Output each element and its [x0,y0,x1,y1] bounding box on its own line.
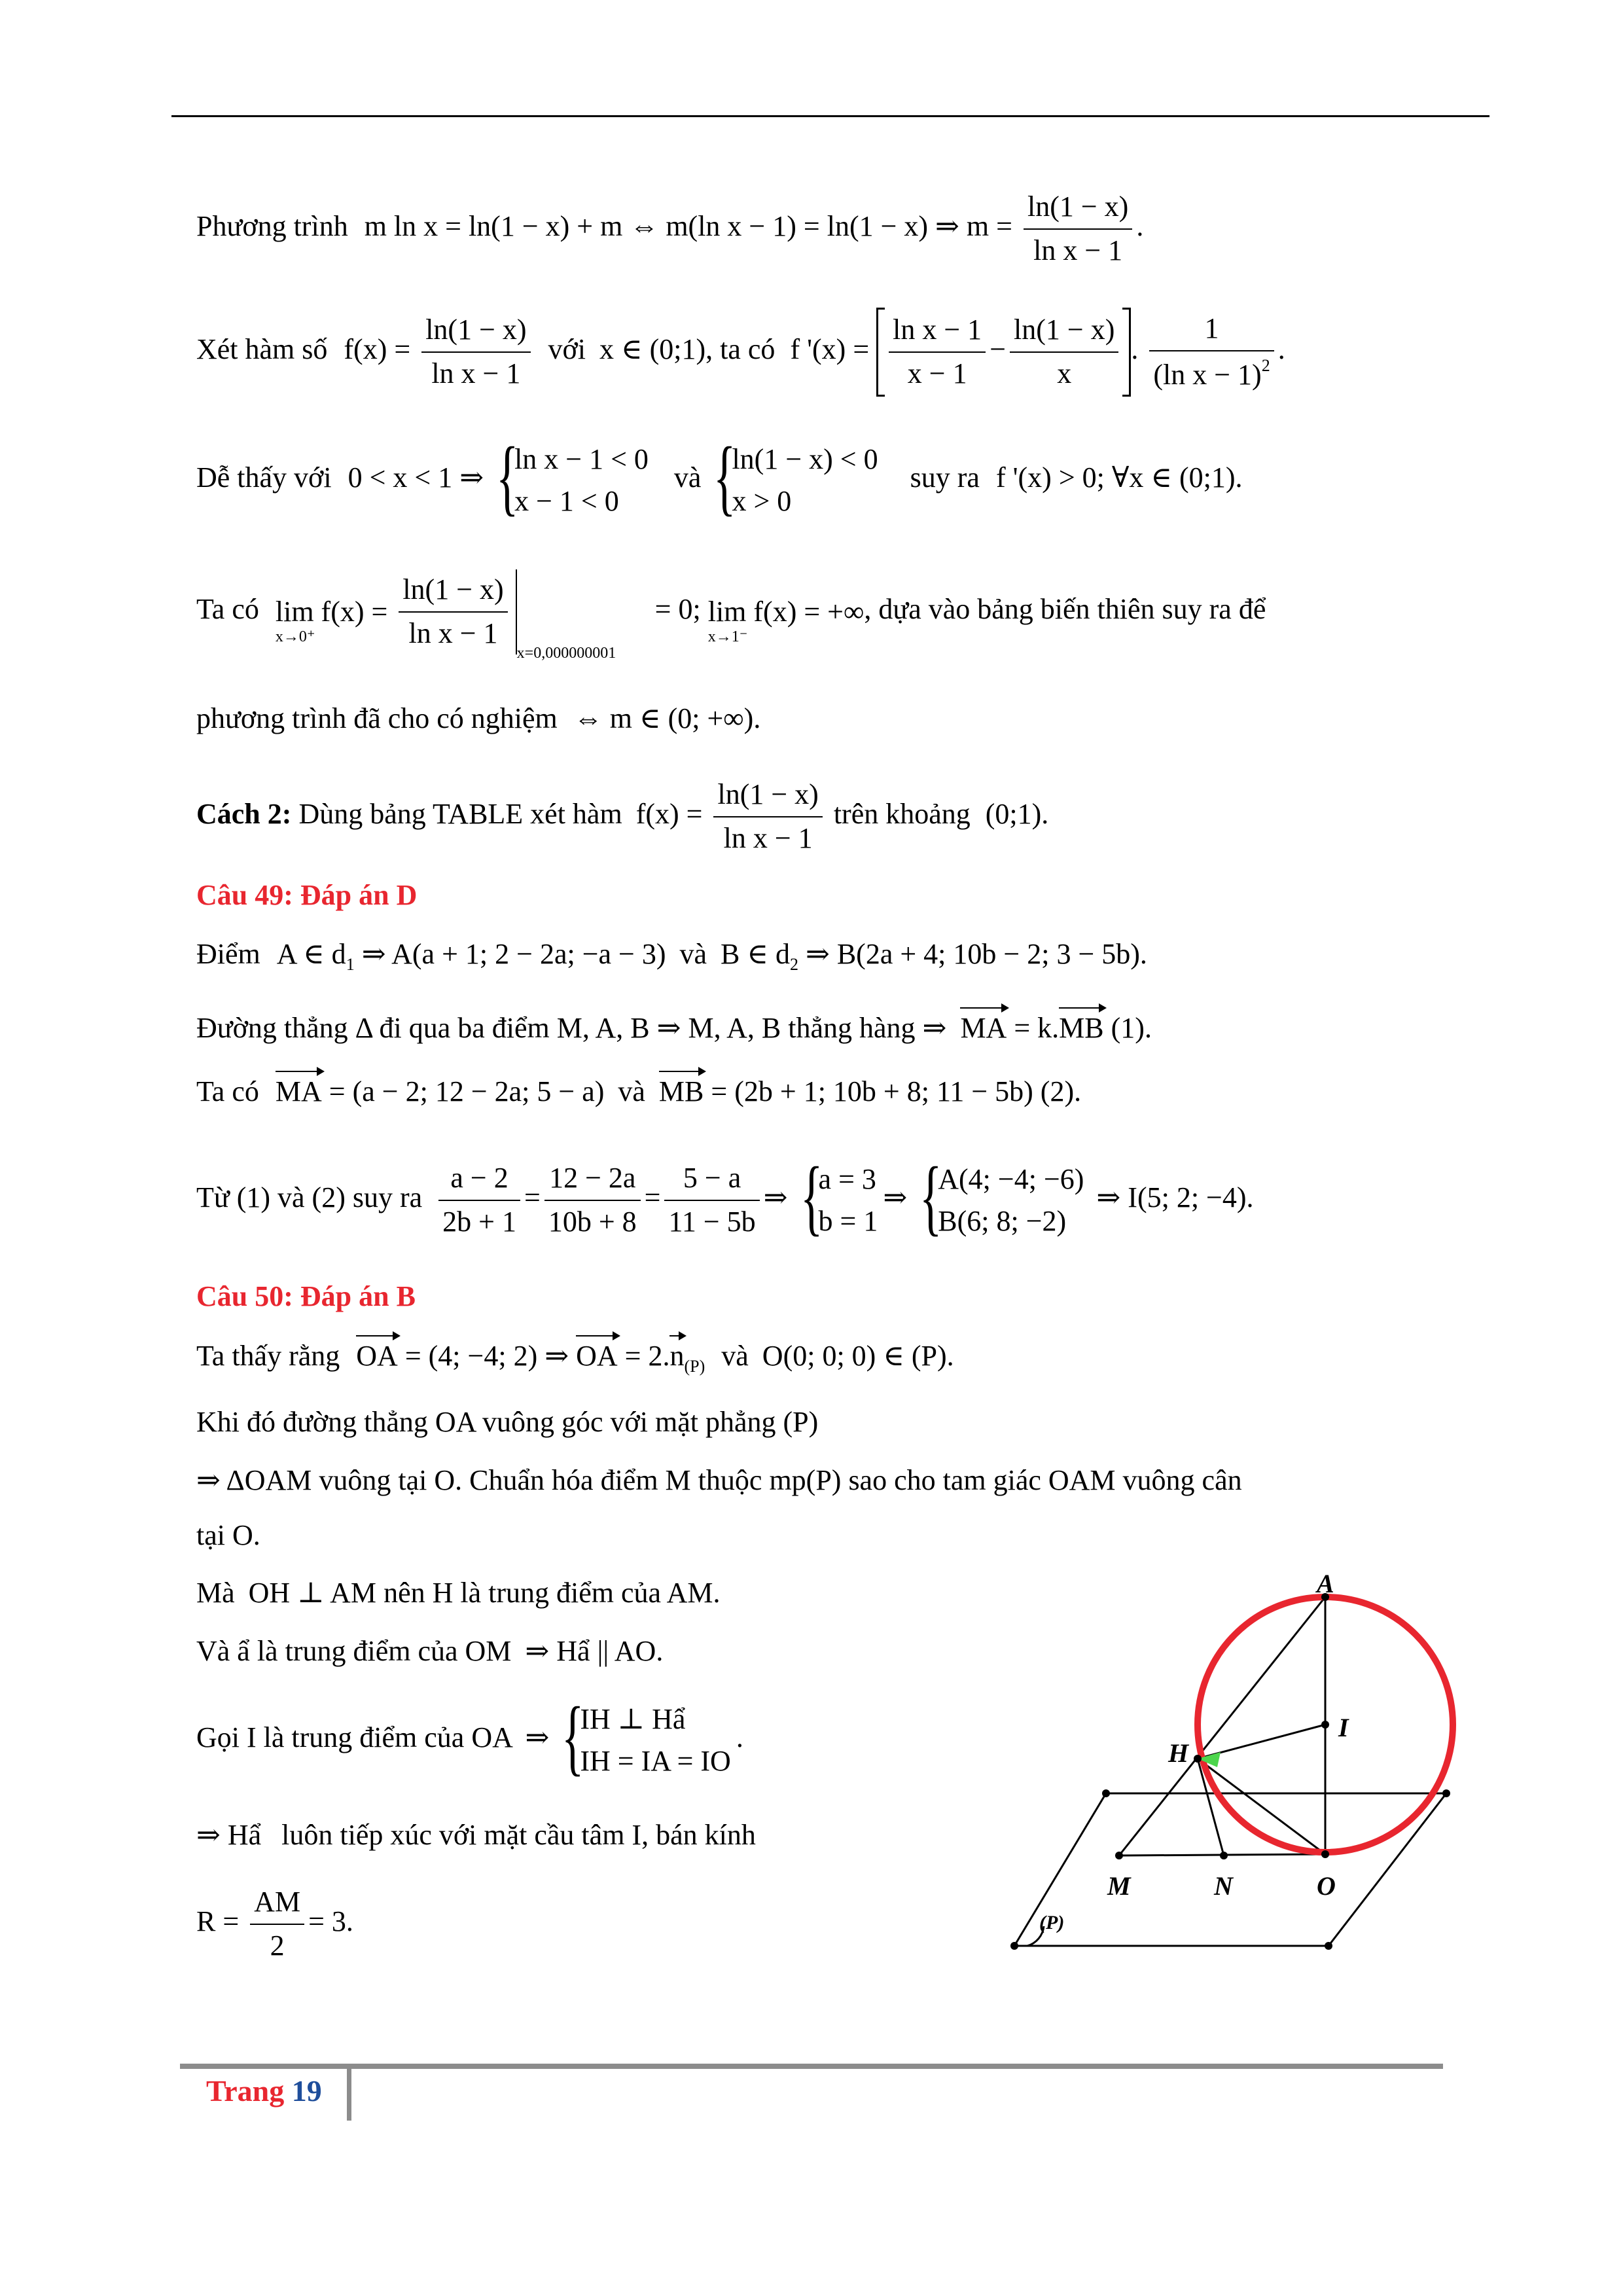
punct: . [946,1340,954,1372]
left-bracket [876,308,885,397]
system-ab [800,1150,878,1244]
label-o: O [1317,1871,1336,1901]
math-expr: lim f(x) = +∞ [707,595,865,628]
numerator: ln(1 − x) [1010,313,1118,353]
punct: . [346,1905,353,1937]
punct: . [1041,797,1049,830]
math-expr: 0 < x < 1 ⇒ [348,461,484,493]
text: nên H là trung điểm của AM. [376,1577,721,1609]
right-bracket [1122,308,1131,397]
brace: { [800,1150,823,1244]
point-m [1115,1852,1123,1859]
plane-vertex [1442,1789,1450,1797]
system-row: ln(1 − x) < 0 [732,443,878,475]
subscript: 2 [789,955,798,974]
radius-line [196,1885,353,1964]
text: Đường thẳng Δ đi qua ba điểm M, A, B ⇒ M, A, B thẳng hàng ⇒ [196,1012,947,1044]
operator: = [644,1181,661,1213]
punct: . [656,1635,664,1667]
numerator: ln x − 1 [889,313,986,353]
system-row: IH = IA = IO [580,1744,731,1777]
plane-p [1014,1793,1446,1946]
denominator: 10b + 8 [548,1205,637,1238]
system-points [919,1150,1084,1244]
denominator [1149,351,1274,393]
numerator: ln(1 − x) [1024,190,1132,230]
text: Từ (1) và (2) suy ra [196,1181,423,1213]
math-expr: x ∈ (0;1) [599,333,706,366]
punct: . [736,1721,743,1753]
operator: − [990,333,1007,366]
evaluation-subscript: x=0,000000001 [516,645,616,662]
math-expr: O(0; 0; 0) ∈ (P) [762,1340,947,1372]
punct: . [1277,333,1285,366]
header-rule [171,115,1489,117]
fraction [889,313,986,391]
operator: ⇒ [525,1721,550,1753]
point-n [1220,1852,1228,1859]
text: Gọi I là trung điểm của OA [196,1721,512,1753]
punct: . [753,702,761,734]
plane-vertex [1102,1789,1110,1797]
numerator: ln(1 − x) [421,313,530,353]
system-row: b = 1 [818,1204,878,1237]
math-expr: (0;1) [985,797,1042,830]
denominator: 2b + 1 [442,1205,516,1238]
text: (2). [1033,1075,1082,1107]
geometry-figure [995,1568,1466,1960]
vector-ma: MA [960,1011,1007,1046]
system-row: A(4; −4; −6) [938,1163,1084,1195]
fraction [713,778,822,856]
label-plane: (P) [1039,1912,1065,1933]
text: trên khoảng [833,797,971,830]
vector-ma: MA [276,1075,322,1109]
limit-subscript: x→0⁺ [275,628,315,645]
punct: . [1235,461,1243,493]
system-1 [496,430,649,524]
collinear-line [196,1011,1152,1046]
numerator: ln(1 − x) [713,778,822,817]
label-m: M [1107,1871,1131,1901]
math-expr: lim f(x) = [275,595,388,628]
text: Xét hàm số [196,333,328,366]
math-expr: = 0; [654,593,701,626]
page-number: 19 [291,2074,322,2108]
method-2-line [196,778,1048,856]
math-expr: OH ⊥ AM [248,1577,377,1609]
punct: . [1136,209,1144,242]
system-2 [713,430,878,524]
text: Dễ thấy với [196,461,332,493]
operator: . [1131,333,1139,366]
text: Phương trình [196,209,348,242]
fraction [1024,190,1132,268]
segment-am [1119,1597,1325,1856]
label-a: A [1317,1569,1334,1598]
limit-1 [275,595,388,645]
question-49-heading: Câu 49: Đáp án D [196,879,418,911]
math-expr: R = [196,1905,240,1937]
operator: = [524,1181,541,1213]
derivative-line [196,308,1285,397]
system-row: a = 3 [818,1163,876,1195]
denominator: ln x − 1 [408,617,498,649]
fraction [544,1161,641,1240]
brace: { [919,1150,942,1244]
plane-vertex [1325,1942,1332,1950]
math-expr: ⇒ Hẩ || AO [525,1635,656,1667]
method-label: Cách 2: [196,797,292,830]
fraction [250,1885,304,1964]
fraction [438,1161,520,1240]
normal-vector: n [669,1339,684,1374]
fraction [1149,312,1274,393]
footer-rule [180,2064,1443,2069]
math-expr: ⇒ Hẩ [196,1819,262,1851]
numerator: ln(1 − x) [399,573,507,613]
text-line: Khi đó đường thẳng OA vuông góc với mặt phẳng (P) [196,1406,819,1438]
math-expr: f(x) = [344,333,411,366]
text: Dùng bảng TABLE xét hàm [298,797,622,830]
label-i: I [1338,1713,1349,1742]
brace: { [713,430,736,524]
equation-line-1 [196,190,1143,268]
text: Ta thấy rằng [196,1340,340,1372]
text: Mà [196,1577,235,1609]
numerator: 12 − 2a [544,1161,641,1201]
math-expr: = 3 [308,1905,346,1937]
points-line [196,937,1147,975]
vector-mb: MB [1059,1011,1103,1046]
operator: ⇒ [763,1181,788,1213]
denominator: 2 [270,1929,285,1962]
page-footer [206,2073,322,2108]
text: phương trình đã cho có nghiệm [196,702,558,734]
text-line: tại O. [196,1519,260,1551]
fraction [1010,313,1118,391]
math-expr: = k. [1014,1012,1060,1044]
denominator: ln x − 1 [723,821,813,854]
point-o [1321,1850,1329,1858]
point-i [1321,1721,1329,1729]
plane-vertex [1010,1942,1018,1950]
tangent-line [196,1818,969,1853]
midpoint-line [196,1690,743,1784]
fraction [399,573,507,651]
system-row: IH ⊥ Hẩ [580,1703,686,1735]
punct: . [1139,938,1147,970]
system-row: ln x − 1 < 0 [514,443,649,475]
math-expr: f(x) = [635,797,703,830]
system-row: B(6; 8; −2) [938,1204,1067,1237]
text: Ta có [196,1075,259,1107]
math-expr: f '(x) = [790,333,870,366]
math-expr: f '(x) > 0; ∀x ∈ (0;1) [995,461,1236,493]
exponent: 2 [1261,356,1270,375]
label-h: H [1168,1738,1189,1768]
punct: . [1246,1181,1254,1213]
math-expr: = (4; −4; 2) ⇒ [404,1340,569,1372]
label-n: N [1214,1871,1233,1901]
ratio-line [196,1150,1254,1244]
vectors-line [196,1075,1081,1109]
text: Ta có [196,593,259,626]
denominator: x − 1 [907,357,967,389]
denominator: ln x − 1 [1033,234,1123,266]
text: Điểm [196,938,260,970]
oa-vector-line [196,1339,954,1376]
math-expr: B ∈ d [721,938,790,970]
sign-analysis-line [196,430,1243,524]
denominator-base: (ln x − 1) [1153,359,1262,391]
brace: { [562,1690,584,1784]
text: , ta có [705,333,776,366]
segment-ho [1198,1759,1325,1854]
text: với [548,333,586,366]
conclusion-line [196,702,760,736]
text: Và ẩ là trung điểm của OM [196,1635,512,1667]
math-expr: ⇒ I(5; 2; −4) [1096,1181,1247,1213]
text-line [196,1463,1427,1498]
fraction [421,313,530,391]
text-line [196,1576,721,1611]
subscript: (P) [684,1357,705,1376]
vector-oa: OA [356,1339,398,1374]
operator: ⇒ [883,1181,908,1213]
numerator: 5 − a [664,1161,759,1201]
system-row: x − 1 < 0 [514,484,619,517]
brace: { [496,430,519,524]
math-expr: ⇔ m ∈ (0; +∞) [573,702,754,734]
point-h [1194,1755,1202,1763]
text-line [196,1634,663,1669]
subscript: 1 [346,955,355,974]
math-expr: = (2b + 1; 10b + 8; 11 − 5b) [711,1075,1033,1107]
page-label: Trang [206,2074,285,2108]
limit-subscript: x→1⁻ [707,628,748,645]
math-expr: = (a − 2; 12 − 2a; 5 − a) [329,1075,605,1107]
denominator: ln x − 1 [431,357,521,389]
denominator: 11 − 5b [668,1205,756,1238]
system-ih [562,1690,731,1784]
text: luôn tiếp xúc với mặt cầu tâm I, bán kính [281,1819,756,1851]
text: và [721,1340,749,1372]
text: và [673,461,702,493]
numerator: a − 2 [438,1161,520,1201]
denominator: x [1057,357,1072,389]
math-expr: ⇒ B(2a + 4; 10b − 2; 3 − 5b) [805,938,1140,970]
text: và [618,1075,645,1107]
vector-oa: OA [576,1339,618,1374]
text: suy ra [910,461,980,493]
numerator: AM [250,1885,304,1925]
math-expr: m ln x = ln(1 − x) + m ⇔ m(ln x − 1) = ln(1 − x) ⇒ m = [364,209,1012,242]
text: vuông tại O. Chuẩn hóa điểm M thuộc mp(P) sao cho tam giác OAM vuông cân [319,1464,1242,1496]
limit-line [196,569,1266,663]
vector-mb: MB [659,1075,704,1109]
footer-separator [347,2068,351,2121]
math-expr: ⇒ ΔOAM [196,1464,312,1496]
question-50-heading: Câu 50: Đáp án B [196,1280,416,1312]
text: (1). [1103,1012,1152,1044]
math-expr: = 2. [624,1340,670,1372]
text: , dựa vào bảng biến thiên suy ra để [864,593,1266,626]
math-expr: A ∈ d [276,938,346,970]
limit-2 [707,595,865,645]
fraction [664,1161,759,1240]
system-row: x > 0 [732,484,792,517]
numerator: 1 [1149,312,1274,351]
text: và [679,938,707,970]
math-expr: ⇒ A(a + 1; 2 − 2a; −a − 3) [361,938,666,970]
evaluation-bar [516,569,517,655]
